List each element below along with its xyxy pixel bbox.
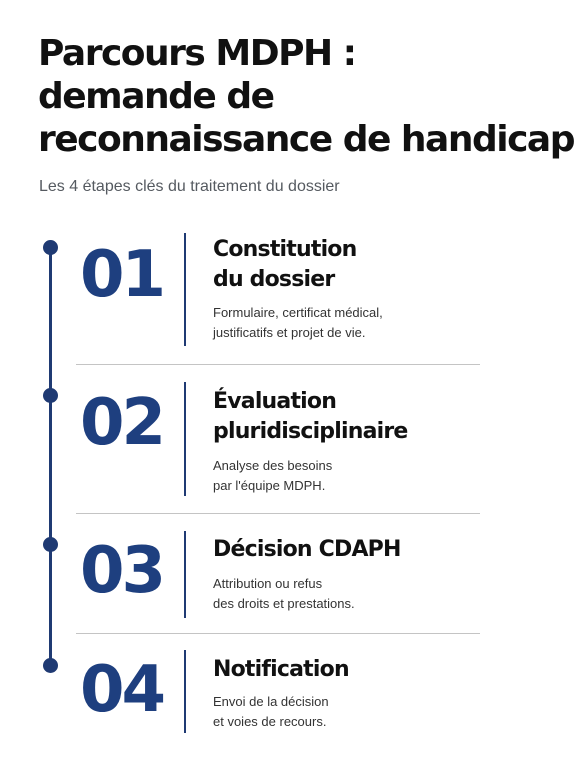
step-title-2-line-2: pluridisciplinaire xyxy=(213,419,408,444)
page-title xyxy=(38,32,574,161)
timeline-line xyxy=(49,246,52,665)
step-number-4: 04 xyxy=(80,653,164,727)
step-number-1: 01 xyxy=(80,238,164,312)
step-desc-3 xyxy=(213,574,493,614)
step-divider-4 xyxy=(184,650,186,733)
step-desc-4-line-1: Envoi de la décision xyxy=(213,694,329,709)
step-desc-3-line-1: Attribution ou refus xyxy=(213,576,323,591)
title-line-2: demande de xyxy=(38,76,274,117)
step-desc-2 xyxy=(213,456,493,496)
step-desc-2-line-1: Analyse des besoins xyxy=(213,458,333,473)
step-desc-4 xyxy=(213,692,493,732)
step-title-3-line-1: Décision CDAPH xyxy=(213,537,401,562)
step-title-1-line-1: Constitution xyxy=(213,237,357,262)
step-title-4-line-1: Notification xyxy=(213,657,349,682)
step-title-3 xyxy=(213,535,493,565)
step-number-3: 03 xyxy=(80,534,164,608)
step-divider-3 xyxy=(184,531,186,618)
step-number-2: 02 xyxy=(80,386,164,460)
step-desc-2-line-2: par l'équipe MDPH. xyxy=(213,478,326,493)
step-divider-1 xyxy=(184,233,186,346)
timeline-dot-3 xyxy=(43,537,58,552)
step-separator-1 xyxy=(76,364,480,365)
page-subtitle: Les 4 étapes clés du traitement du dossier xyxy=(39,178,340,195)
step-desc-3-line-2: des droits et prestations. xyxy=(213,596,355,611)
timeline-dot-4 xyxy=(43,658,58,673)
step-separator-2 xyxy=(76,513,480,514)
step-title-1-line-2: du dossier xyxy=(213,267,335,292)
timeline-dot-2 xyxy=(43,388,58,403)
timeline-dot-1 xyxy=(43,240,58,255)
step-title-2-line-1: Évaluation xyxy=(213,389,337,414)
step-desc-1 xyxy=(213,303,493,343)
step-desc-1-line-2: justificatifs et projet de vie. xyxy=(213,325,366,340)
step-separator-3 xyxy=(76,633,480,634)
step-desc-1-line-1: Formulaire, certificat médical, xyxy=(213,305,383,320)
step-title-1 xyxy=(213,235,493,295)
title-line-3: reconnaissance de handicap xyxy=(38,119,574,160)
step-title-2 xyxy=(213,387,493,447)
step-title-4 xyxy=(213,655,493,685)
title-line-1: Parcours MDPH : xyxy=(38,33,356,74)
step-divider-2 xyxy=(184,382,186,496)
step-desc-4-line-2: et voies de recours. xyxy=(213,714,327,729)
